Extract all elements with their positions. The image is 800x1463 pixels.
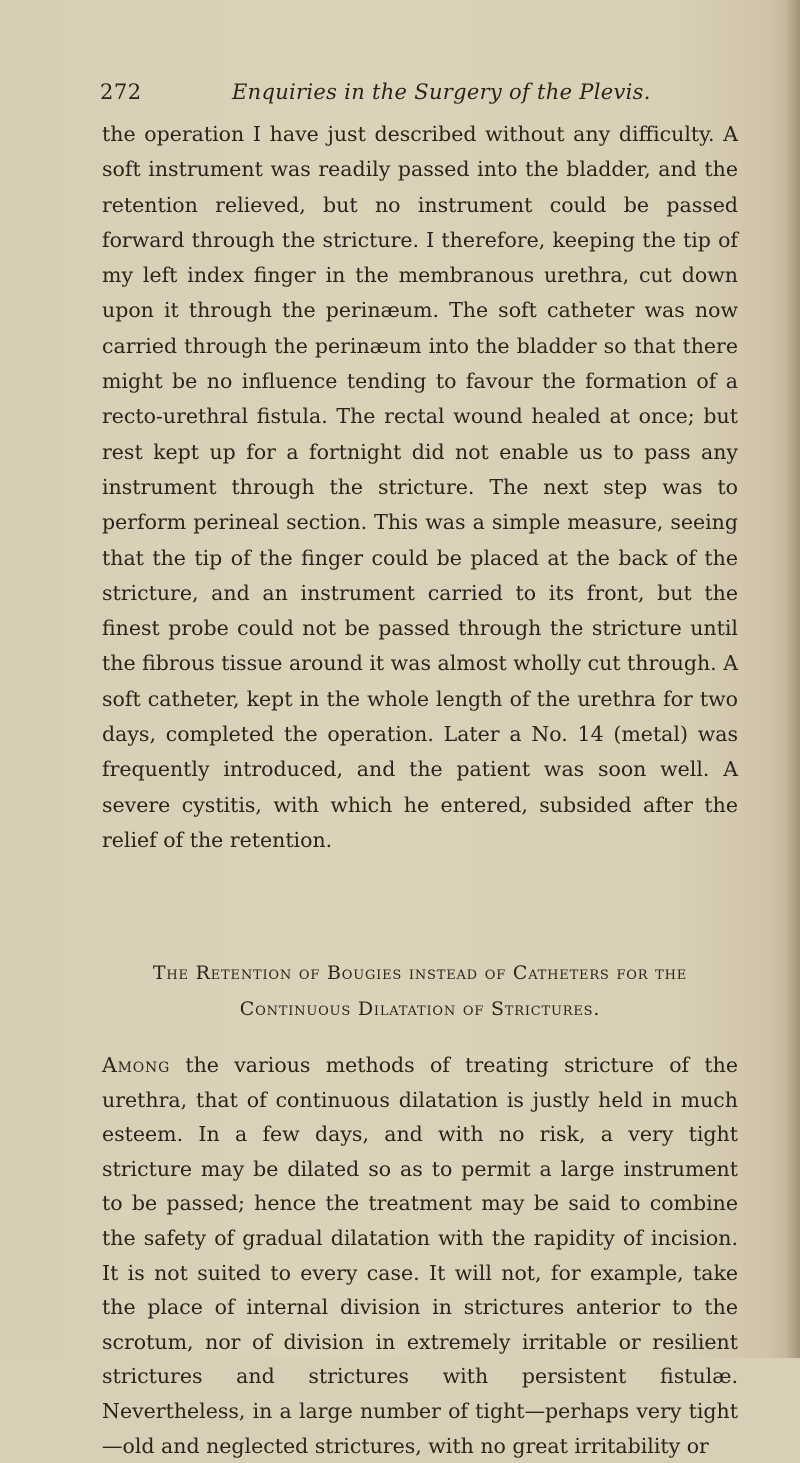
paragraph-2-lead-word: Among (102, 1053, 171, 1077)
page-header (100, 80, 740, 110)
paragraph-1: the operation I have just described without any difficulty. A soft instrument was readily passed into the bladder, and the retention relieved, but no instrument could be passed forward through the stricture. I therefore, keeping the tip of my left index finger in the membranous urethra, cut down upon it through the perinæum. The soft catheter was now carried through the perinæum into the bladder so that there might be no influence tending to favour the formation of a recto-urethral fistula. The rectal wound healed at once; but rest kept up for a fortnight did not enable us to pass any instrument through the stricture. The next step was to perform perineal section. This was a simple measure, seeing that the tip of the finger could be placed at the back of the stricture, and an instrument carried to its front, but the finest probe could not be passed through the stricture until the fibrous tissue around it was almost wholly cut through. A soft catheter, kept in the whole length of the urethra for two days, completed the operation. Later a No. 14 (metal) was frequently introduced, and the patient was soon well. A severe cystitis, with which he entered, subsided after the relief of the retention. (102, 122, 739, 852)
paragraph-2-text: the various methods of treating stricture of the urethra, that of continuous dilatation is justly held in much esteem. In a few days, and with no risk, a very tight stricture may be dilated so as to permit a large instrument to be passed; hence the treatment may be said to combine the safety of gradual dilatation with the rapidity of incision. It is not suited to every case. It will not, for example, take the place of internal division in strictures anterior to the scrotum, nor of division in extremely irritable or resilient strictures and strictures with persistent fistulæ. Nevertheless, in a large number of tight—perhaps very tight—old and neglected strictures, with no great irritability or (102, 1053, 738, 1458)
running-title: Enquiries in the Surgery of the Plevis. (232, 80, 651, 104)
section-heading (102, 955, 738, 1027)
section-heading-line-1: The Retention of Bougies instead of Catheters for the (152, 962, 688, 984)
page-number: 272 (100, 80, 142, 104)
paragraph-2 (102, 1048, 738, 1463)
section-heading-line-2: Continuous Dilatation of Strictures. (239, 998, 601, 1020)
body-text-block-2 (102, 1048, 738, 1463)
body-text-block-1 (102, 117, 738, 858)
page-edge-shadow (786, 0, 800, 1358)
